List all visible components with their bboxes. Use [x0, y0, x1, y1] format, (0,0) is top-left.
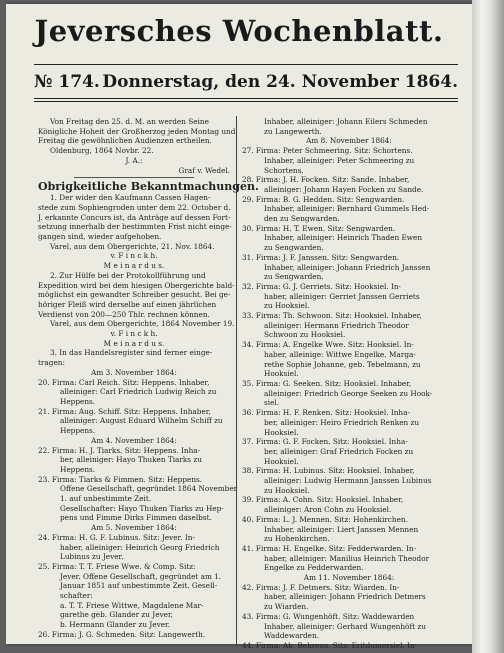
- text-line: Jever. Offene Gesellschaft, gegründet am 1.: [60, 571, 222, 581]
- text-line: 32. Firma: G. J. Gerriets. Sitz: Hooksiel. In-: [242, 281, 402, 291]
- text-line: 25. Firma: T. T. Friese Wwe. & Comp. Sitz:: [38, 561, 196, 571]
- text-line: v. F i n c k h.: [110, 251, 158, 261]
- text-line: schafter:: [60, 591, 93, 601]
- text-line: M e i n a r d u s.: [103, 338, 165, 348]
- text-line: ber, alleiniger: Graf Friedrich Focken zu: [264, 446, 414, 456]
- text-line: Freitag die gewöhnlichen Audienzen ertheilen.: [38, 136, 212, 146]
- text-line: Lubinus zu Jever.: [60, 552, 124, 562]
- text-line: 28. Firma: J. H. Focken. Sitz: Sande. Inhaber,: [242, 175, 410, 185]
- text-line: J. A.:: [125, 155, 143, 165]
- text-line: höriger Fleiß wird derselbe auf einen jährlichen: [38, 299, 217, 309]
- text-line: Graf v. Wedel.: [178, 165, 230, 175]
- text-line: Expedition wird bei dem hiesigen Obergerichte bald-: [38, 280, 235, 290]
- text-line: Inhaber, alleiniger: Johann Friedrich Janssen: [264, 262, 431, 272]
- text-line: Am 5. November 1864:: [91, 523, 177, 533]
- text-line: haber, alleiniger: Johann Friedrich Detmers: [264, 592, 426, 602]
- masthead-title: Jeversches Wochenblatt.: [34, 14, 444, 48]
- text-line: pens und Fimme Dirks Fimmen daselbst.: [60, 513, 212, 523]
- text-line: siel.: [264, 398, 280, 408]
- text-line: 20. Firma: Carl Reich. Sitz: Heppens. Inhaber,: [38, 377, 210, 387]
- text-line: Am 4. November 1864:: [91, 435, 177, 445]
- text-line: haber, alleiniger: Heinrich Georg Friedrich: [60, 542, 220, 552]
- text-line: garethe geb. Glander zu Jever,: [60, 610, 173, 620]
- text-line: Von Freitag den 25. d. M. an werden Seine: [50, 117, 209, 126]
- issue-date: Donnerstag, den 24. November 1864.: [102, 72, 458, 92]
- text-line: Heppens.: [60, 464, 96, 474]
- text-line: 37. Firma: G. F. Focken. Sitz: Hooksiel. Inha-: [242, 437, 408, 447]
- text-line: zu Hooksiel.: [264, 485, 310, 495]
- text-line: a. T. T. Friese Wittwe, Magdalene Mar-: [60, 600, 204, 610]
- text-line: setzung innerhalb der bestimmten Frist nicht einge-: [38, 222, 232, 232]
- text-line: 1. auf unbestimmte Zeit.: [60, 494, 152, 504]
- text-line: Heppens.: [60, 396, 96, 406]
- text-line: J. erkannte Concurs ist, da Anträge auf dessen Fort-: [38, 212, 231, 222]
- text-line: alleiniger: Johann Hayen Focken zu Sande.: [264, 184, 424, 194]
- issue-rule-bottom: [34, 101, 458, 102]
- text-line: 33. Firma: Th. Schwoon. Sitz: Hooksiel. Inhaber,: [242, 311, 422, 321]
- text-line: 40. Firma: L. J. Mennen. Sitz: Hohenkirchen.: [242, 514, 408, 524]
- issue-number: № 174.: [34, 72, 100, 92]
- text-line: 1. Der wider den Kaufmann Cassen Hagen-: [50, 193, 211, 203]
- text-line: Schwoon zu Hooksiel.: [264, 330, 346, 340]
- text-line: Varel, aus dem Obergerichte, 1864 November 19.: [50, 319, 235, 329]
- text-line: Engelke zu Fedderwarden.: [264, 563, 364, 573]
- text-line: alleiniger: Hermann Friedrich Theodor: [264, 320, 409, 330]
- text-line: 29. Firma: B. G. Hedden. Sitz: Sengwarden.: [242, 194, 405, 204]
- masthead-rule: [34, 64, 458, 65]
- text-line: 27. Firma: Peter Schmeering. Sitz: Schortens.: [242, 146, 413, 156]
- text-line: zu Langewerth.: [264, 126, 322, 136]
- text-line: 23. Firma: Tiarks & Fimmen. Sitz: Heppens.: [38, 474, 203, 484]
- text-line: 43. Firma: G. Wungenhöft. Sitz: Waddewarden: [242, 611, 415, 621]
- text-line: haber, alleinige: Wittwe Engelke, Marga-: [264, 349, 416, 359]
- text-line: zu Hohenkirchen.: [264, 534, 330, 544]
- text-line: 31. Firma: J. F. Janssen. Sitz: Sengwarden.: [242, 252, 400, 262]
- text-line: ber, alleiniger: Heiro Friedrich Renken zu: [264, 417, 420, 427]
- text-line: Hooksiel.: [264, 427, 299, 437]
- text-line: Hooksiel.: [264, 369, 299, 379]
- section-divider: [74, 177, 194, 178]
- text-line: Varel, aus dem Obergerichte, 21. Nov. 1864.: [50, 241, 215, 251]
- text-line: 41. Firma: H. Engelke. Sitz: Fedderwarden. In-: [242, 543, 417, 553]
- text-line: Heppens.: [60, 426, 96, 436]
- text-line: gangen sind, wieder aufgehoben.: [38, 232, 162, 242]
- text-line: möglichst ein gewandter Schreiber gesucht. Bei ge-: [38, 290, 231, 300]
- issue-rule-top: [34, 98, 458, 99]
- text-line: Hooksiel.: [264, 456, 299, 466]
- text-line: 35. Firma: G. Seeken. Sitz: Hooksiel. Inhaber,: [242, 378, 412, 388]
- text-line: Inhaber, alleiniger: Peter Schmeering zu: [264, 155, 415, 165]
- right-column: [242, 117, 456, 651]
- issue-line: [34, 72, 458, 92]
- text-line: 42. Firma: J. F. Detmers. Sitz: Wiarden. In-: [242, 582, 400, 592]
- text-line: 26. Firma: J. G. Schmeden. Sitz: Langewerth.: [38, 629, 206, 639]
- text-line: rethe Sophie Johanne, geb. Tebelmann, zu: [264, 359, 421, 369]
- text-line: 38. Firma: H. Lubinus. Sitz: Hooksiel. Inhaber,: [242, 466, 415, 476]
- text-line: Waddewarden.: [264, 631, 319, 641]
- text-line: Verdienst von 200—250 Thlr. rechnen können.: [38, 309, 210, 319]
- text-line: 36. Firma: H. F. Renken. Sitz: Hooksiel. Inha-: [242, 408, 410, 418]
- text-line: Am 11. November 1864:: [303, 573, 395, 583]
- text-line: den zu Sengwarden.: [264, 214, 340, 224]
- text-line: Oldenburg, 1864 Novbr. 22.: [50, 146, 154, 156]
- text-line: Inhaber, alleiniger: Bernhard Gummels Hed-: [264, 204, 430, 214]
- newspaper-page: [6, 4, 472, 650]
- text-line: stede zum Sophiengroden unter dem 22. October d.: [38, 202, 231, 212]
- text-line: ber, alleiniger: Hayo Thuken Tiarks zu: [60, 455, 202, 465]
- text-line: Schortens.: [264, 165, 304, 175]
- text-line: v. F i n c k h.: [110, 329, 158, 339]
- text-line: zu Wiarden.: [264, 602, 309, 612]
- left-column: [38, 117, 259, 640]
- text-line: alleiniger: Friedrich George Seeken zu Hook-: [264, 388, 433, 398]
- text-line: zu Sengwarden.: [264, 272, 324, 282]
- text-line: M e i n a r d u s.: [103, 261, 165, 271]
- text-line: b. Hermann Glander zu Jever.: [60, 620, 171, 630]
- text-line: alleiniger: Aron Cohn zu Hooksiel.: [264, 505, 392, 515]
- text-line: 34. Firma: A. Engelke Wwe. Sitz: Hooksiel. In-: [242, 340, 414, 350]
- text-line: Inhaber, alleiniger: Liert Janssen Mennen: [264, 524, 419, 534]
- page-edge: [472, 0, 504, 653]
- text-line: Offene Gesellschaft, gegründet 1864 November: [60, 484, 238, 494]
- text-line: zu Sengwarden.: [264, 243, 324, 253]
- text-line: Januar 1851 auf unbestimmte Zeit. Gesell-: [60, 581, 218, 591]
- text-line: alleiniger: Carl Friedrich Ludwig Reich zu: [60, 387, 217, 397]
- text-line: alleiniger: Ludwig Hermann Janssen Lubinus: [264, 476, 432, 486]
- text-line: 24. Firma: H. G. F. Lubinus. Sitz: Jever. In-: [38, 532, 195, 542]
- text-line: 3. In das Handelsregister sind ferner einge-: [50, 348, 213, 358]
- text-line: haber, alleiniger: Manilius Heinrich Theodor: [264, 553, 430, 563]
- text-line: 44. Firma: Ab. Behrens. Sitz: Eritdumersiel. In-: [242, 640, 418, 650]
- text-line: Am 3. November 1864:: [91, 367, 177, 377]
- text-line: Inhaber, alleiniger: Gerhard Wungenhöft zu: [264, 621, 426, 631]
- text-line: 21. Firma: Aug. Schiff. Sitz: Heppens. Inhaber,: [38, 406, 211, 416]
- text-line: haber, alleiniger: Gerriet Janssen Gerriets: [264, 291, 420, 301]
- text-line: Inhaber, alleiniger: Heinrich Thaden Ewen: [264, 233, 423, 243]
- text-line: Königliche Hoheit der Großherzog jeden Montag und: [38, 126, 236, 136]
- text-line: Inhaber, alleiniger: Johann Eilers Schmeden: [264, 117, 428, 126]
- text-line: Am 8. November 1864:: [306, 136, 392, 146]
- text-line: 22. Firma: H. J. Tiarks. Sitz: Heppens. Inha-: [38, 445, 201, 455]
- text-line: tragen:: [38, 358, 65, 368]
- column-divider: [236, 116, 237, 646]
- text-line: zu Hooksiel.: [264, 301, 310, 311]
- section-heading: Obrigkeitliche Bekanntmachungen.: [38, 180, 259, 194]
- text-line: 2. Zur Hülfe bei der Protokollführung und: [50, 270, 206, 280]
- text-line: Gesellschafter: Hayo Thuken Tiarks zu Hep-: [60, 503, 224, 513]
- text-line: alleiniger: August Eduard Wilhelm Schiff zu: [60, 416, 223, 426]
- text-line: 30. Firma: H. T. Ewen. Sitz: Sengwarden.: [242, 223, 396, 233]
- text-line: 39. Firma: A. Cohn. Sitz: Hooksiel. Inhaber,: [242, 495, 404, 505]
